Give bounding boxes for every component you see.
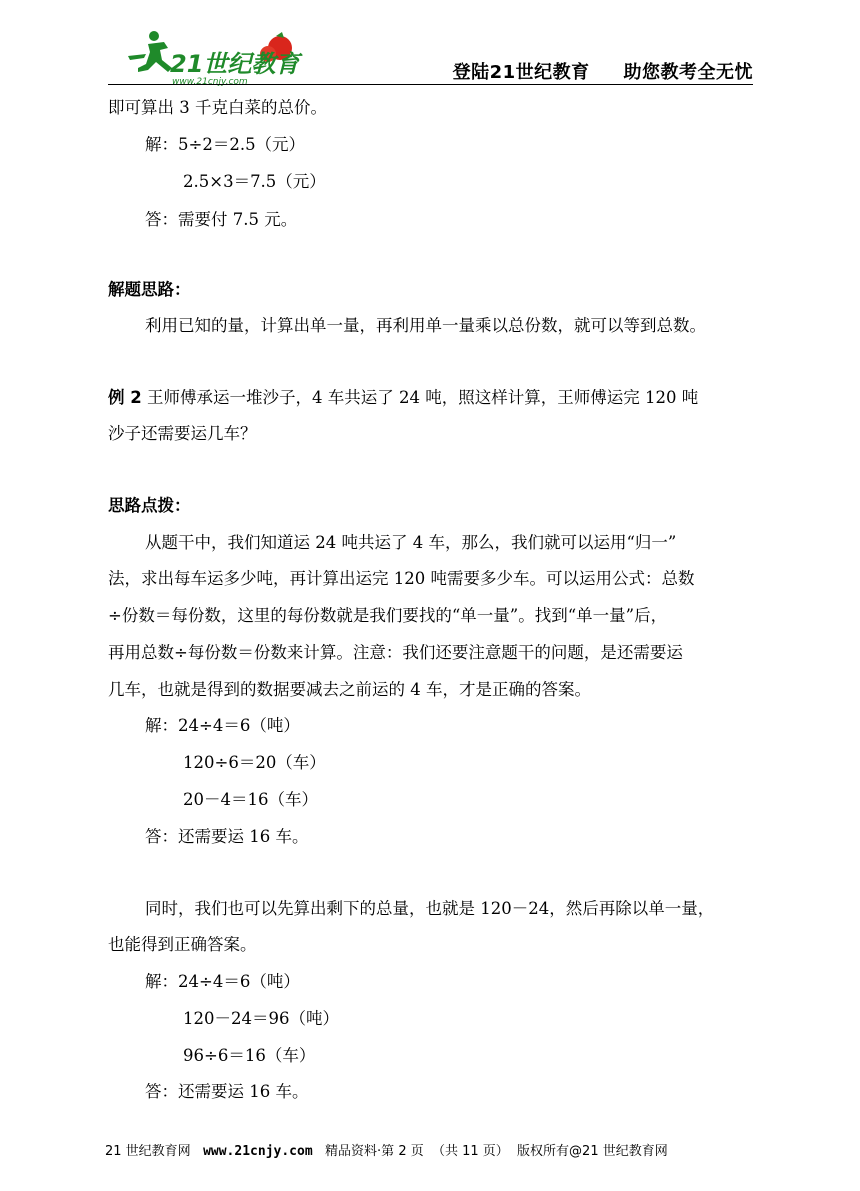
example-line	[108, 388, 698, 408]
answer-line: 答：还需要运 16 车。	[145, 1082, 309, 1101]
solution-line: 96÷6＝16（车）	[183, 1046, 316, 1065]
text-line: 即可算出 3 千克白菜的总价。	[108, 98, 327, 117]
text-line: 从题干中，我们知道运 24 吨共运了 4 车，那么，我们就可以运用“归一”	[145, 533, 677, 552]
answer-line: 答：需要付 7.5 元。	[145, 210, 298, 229]
text-line: 几车，也就是得到的数据要减去之前运的 4 车，才是正确的答案。	[108, 680, 591, 699]
solution-line: 2.5×3＝7.5（元）	[183, 172, 326, 191]
solution-line: 120－24＝96（吨）	[183, 1009, 339, 1028]
example-label: 例 2	[108, 388, 142, 407]
text-line: 沙子还需要运几车？	[108, 424, 257, 443]
header-slogan: 登陆21世纪教育 助您教考全无忧	[452, 62, 753, 83]
footer-left: 21 世纪教育网	[105, 1144, 204, 1159]
svg-text:21世纪教育: 21世纪教育	[170, 50, 300, 78]
text-line: 再用总数÷每份数＝份数来计算。注意：我们还要注意题干的问题，是还需要运	[108, 643, 683, 662]
page-footer	[105, 1140, 755, 1159]
solution-line: 解：24÷4＝6（吨）	[145, 716, 300, 735]
svg-text:www.21cnjy.com: www.21cnjy.com	[172, 77, 248, 86]
solution-line: 20－4＝16（车）	[183, 790, 318, 809]
text-line: 法，求出每车运多少吨，再计算出运完 120 吨需要多少车。可以运用公式：总数	[108, 569, 695, 588]
page-header	[108, 18, 753, 86]
solution-line: 解：24÷4＝6（吨）	[145, 972, 300, 991]
text-line: ÷份数＝每份数，这里的每份数就是我们要找的“单一量”。找到“单一量”后，	[108, 606, 668, 625]
section-heading: 解题思路：	[108, 280, 191, 299]
solution-line: 120÷6＝20（车）	[183, 753, 326, 772]
example-text: 王师傅承运一堆沙子，4 车共运了 24 吨，照这样计算，王师傅运完 120 吨	[141, 388, 699, 407]
logo-21cnjy	[108, 26, 308, 86]
answer-line: 答：还需要运 16 车。	[145, 827, 309, 846]
section-heading: 思路点拨：	[108, 496, 191, 515]
text-line: 也能得到正确答案。	[108, 935, 257, 954]
solution-line: 解：5÷2＝2.5（元）	[145, 135, 306, 154]
footer-right: 精品资料·第 2 页 （共 11 页） 版权所有@21 世纪教育网	[312, 1144, 668, 1159]
text-line: 利用已知的量，计算出单一量，再利用单一量乘以总份数，就可以等到总数。	[145, 316, 706, 335]
footer-site-link[interactable]: www.21cnjy.com	[203, 1144, 313, 1159]
text-line: 同时，我们也可以先算出剩下的总量，也就是 120－24，然后再除以单一量，	[145, 899, 715, 918]
header-divider	[108, 84, 753, 85]
